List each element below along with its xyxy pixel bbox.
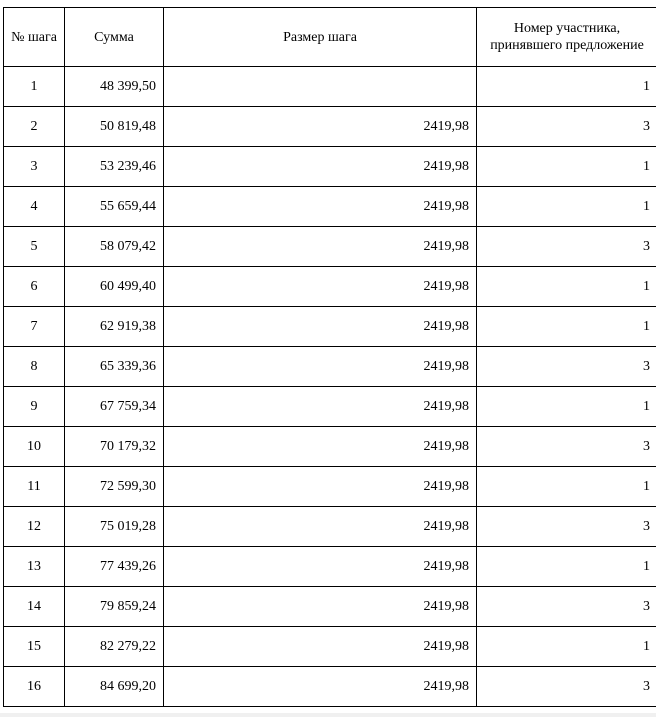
step-size-cell: 2419,98	[164, 427, 477, 467]
sum-cell: 48 399,50	[65, 67, 164, 107]
step-number-cell: 16	[4, 667, 65, 707]
sum-cell: 77 439,26	[65, 547, 164, 587]
participant-number-cell: 1	[477, 387, 656, 427]
step-number-cell: 14	[4, 587, 65, 627]
participant-number-cell: 1	[477, 67, 656, 107]
header-participant-number: Номер участника, принявшего предложение	[477, 8, 656, 67]
step-size-cell: 2419,98	[164, 147, 477, 187]
sum-cell: 55 659,44	[65, 187, 164, 227]
participant-number-cell: 3	[477, 587, 656, 627]
step-number-cell: 8	[4, 347, 65, 387]
sum-cell: 72 599,30	[65, 467, 164, 507]
table-row	[4, 667, 656, 707]
table-row	[4, 347, 656, 387]
participant-number-cell: 1	[477, 187, 656, 227]
step-number-cell: 7	[4, 307, 65, 347]
step-number-cell: 1	[4, 67, 65, 107]
step-number-cell: 6	[4, 267, 65, 307]
table-row	[4, 627, 656, 667]
sum-cell: 62 919,38	[65, 307, 164, 347]
table-row	[4, 67, 656, 107]
sum-cell: 79 859,24	[65, 587, 164, 627]
step-size-cell: 2419,98	[164, 547, 477, 587]
step-size-cell: 2419,98	[164, 587, 477, 627]
bid-steps-table	[3, 7, 656, 707]
table-row	[4, 547, 656, 587]
participant-number-cell: 3	[477, 427, 656, 467]
table-row	[4, 507, 656, 547]
header-step-number: № шага	[4, 8, 65, 67]
sum-cell: 58 079,42	[65, 227, 164, 267]
participant-number-cell: 3	[477, 107, 656, 147]
participant-number-cell: 1	[477, 147, 656, 187]
table-row	[4, 427, 656, 467]
sum-cell: 84 699,20	[65, 667, 164, 707]
step-number-cell: 11	[4, 467, 65, 507]
table-row	[4, 227, 656, 267]
page-edge	[0, 713, 656, 717]
sum-cell: 70 179,32	[65, 427, 164, 467]
table-row	[4, 147, 656, 187]
step-number-cell: 2	[4, 107, 65, 147]
step-number-cell: 10	[4, 427, 65, 467]
step-number-cell: 13	[4, 547, 65, 587]
participant-number-cell: 1	[477, 267, 656, 307]
sum-cell: 60 499,40	[65, 267, 164, 307]
participant-number-cell: 3	[477, 347, 656, 387]
step-size-cell: 2419,98	[164, 467, 477, 507]
participant-number-cell: 1	[477, 467, 656, 507]
table-row	[4, 107, 656, 147]
step-size-cell: 2419,98	[164, 507, 477, 547]
sum-cell: 50 819,48	[65, 107, 164, 147]
step-size-cell: 2419,98	[164, 307, 477, 347]
participant-number-cell: 3	[477, 667, 656, 707]
step-size-cell: 2419,98	[164, 227, 477, 267]
step-size-cell: 2419,98	[164, 187, 477, 227]
header-step-size: Размер шага	[164, 8, 477, 67]
sum-cell: 75 019,28	[65, 507, 164, 547]
sum-cell: 82 279,22	[65, 627, 164, 667]
step-size-cell: 2419,98	[164, 267, 477, 307]
step-size-cell: 2419,98	[164, 387, 477, 427]
participant-number-cell: 3	[477, 507, 656, 547]
sum-cell: 67 759,34	[65, 387, 164, 427]
step-size-cell: 2419,98	[164, 347, 477, 387]
step-number-cell: 3	[4, 147, 65, 187]
participant-number-cell: 1	[477, 547, 656, 587]
participant-number-cell: 3	[477, 227, 656, 267]
table-row	[4, 307, 656, 347]
sum-cell: 65 339,36	[65, 347, 164, 387]
participant-number-cell: 1	[477, 307, 656, 347]
step-number-cell: 5	[4, 227, 65, 267]
step-size-cell	[164, 67, 477, 107]
step-number-cell: 15	[4, 627, 65, 667]
table-row	[4, 467, 656, 507]
step-number-cell: 12	[4, 507, 65, 547]
table-row	[4, 387, 656, 427]
participant-number-cell: 1	[477, 627, 656, 667]
step-size-cell: 2419,98	[164, 667, 477, 707]
table-row	[4, 267, 656, 307]
step-size-cell: 2419,98	[164, 107, 477, 147]
step-size-cell: 2419,98	[164, 627, 477, 667]
table-header-row	[4, 8, 656, 67]
step-number-cell: 9	[4, 387, 65, 427]
table-row	[4, 587, 656, 627]
sum-cell: 53 239,46	[65, 147, 164, 187]
step-number-cell: 4	[4, 187, 65, 227]
header-sum: Сумма	[65, 8, 164, 67]
table-row	[4, 187, 656, 227]
